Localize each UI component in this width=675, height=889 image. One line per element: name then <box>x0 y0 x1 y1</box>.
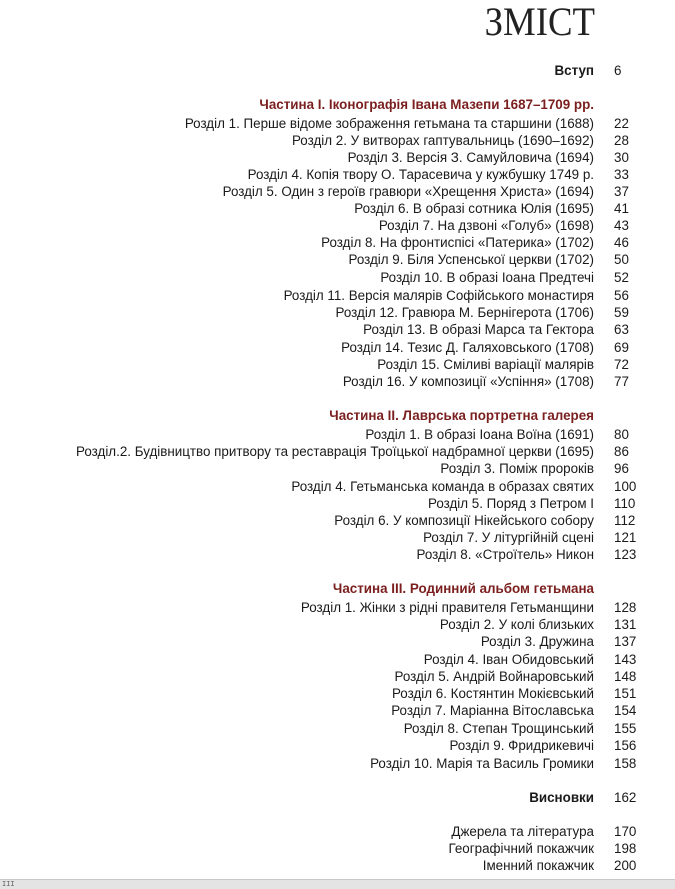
toc-entry[interactable] <box>0 217 675 234</box>
toc-entry[interactable] <box>0 546 675 563</box>
toc-entry[interactable] <box>0 287 675 304</box>
toc-entry-page: 155 <box>614 721 637 736</box>
part-1-title: Частина І. Іконографія Івана Мазепи 1687–1709 рр. <box>259 97 594 112</box>
toc-entry-page: 151 <box>614 686 637 701</box>
toc-entry-page: 69 <box>614 340 629 355</box>
toc-entry[interactable] <box>0 373 675 390</box>
part-3-title: Частина ІІІ. Родинний альбом гетьмана <box>332 581 594 596</box>
toc-entry-page: 63 <box>614 322 629 337</box>
toc-entry-page: 110 <box>614 496 636 511</box>
toc-entry-intro[interactable] <box>0 62 675 79</box>
toc-entry-page: 96 <box>614 461 629 476</box>
toc-entry-label: Розділ 5. Один з героїв гравюри «Хрещення Христа» (1694) <box>222 184 594 199</box>
toc-entry-label: Розділ 4. Гетьманська команда в образах святих <box>291 479 594 494</box>
toc-entry-label: Розділ 6. Костянтин Мокієвський <box>391 686 594 701</box>
toc-entry-page: 131 <box>614 617 637 632</box>
toc-entry-page: 143 <box>614 652 637 667</box>
toc-entry[interactable] <box>0 304 675 321</box>
toc-entry-page: 86 <box>614 444 629 459</box>
toc-entry-label: Розділ 4. Іван Обидовський <box>423 652 594 667</box>
toc-entry[interactable] <box>0 200 675 217</box>
toc-entry-label: Розділ 16. У композиції «Успіння» (1708) <box>342 374 594 389</box>
toc-entry-page: 33 <box>614 167 629 182</box>
toc-entry[interactable] <box>0 166 675 183</box>
toc-entry-label: Розділ 14. Тезис Д. Галяховського (1708) <box>341 340 594 355</box>
toc-entry-label: Розділ 12. Гравюра М. Бернігерота (1706) <box>335 305 594 320</box>
toc-entry[interactable] <box>0 668 675 685</box>
toc-entry-label: Розділ 6. У композиції Нікейського собору <box>334 513 594 528</box>
toc-entry[interactable] <box>0 616 675 633</box>
toc-entry-label: Розділ 5. Андрій Войнаровський <box>394 669 594 684</box>
toc-entry[interactable] <box>0 651 675 668</box>
toc-entry-page: 137 <box>614 634 637 649</box>
toc-entry-label: Розділ 8. На фронтиспісі «Патерика» (1702) <box>321 235 594 250</box>
toc-entry[interactable] <box>0 183 675 200</box>
toc-entry-page: 198 <box>614 841 637 856</box>
toc-entry-page: 6 <box>614 63 622 78</box>
toc-entry[interactable] <box>0 495 675 512</box>
toc-entry-geo-index[interactable] <box>0 840 675 857</box>
toc-entry-page: 77 <box>614 374 629 389</box>
toc-entry[interactable] <box>0 356 675 373</box>
toc-entry-page: 170 <box>614 824 637 839</box>
toc-entry-page: 162 <box>614 790 637 805</box>
toc-entry[interactable] <box>0 478 675 495</box>
toc-entry-page: 156 <box>614 738 637 753</box>
toc-entry[interactable] <box>0 339 675 356</box>
toc-entry-label: Розділ 2. У витворах гаптувальниць (1690–1692) <box>291 133 594 148</box>
toc-entry-page: 154 <box>614 703 637 718</box>
toc-entry-label: Розділ 9. Біля Успенської церкви (1702) <box>348 252 594 267</box>
toc-entry-label: Розділ 3. Поміж пророків <box>440 461 594 476</box>
toc-entry-label: Розділ 7. Маріанна Вітославська <box>391 703 594 718</box>
toc-entry-label: Розділ 3. Дружина <box>480 634 594 649</box>
toc-entry[interactable] <box>0 251 675 268</box>
toc-entry-page: 80 <box>614 427 629 442</box>
toc-entry-label: Розділ 1. В образі Іоана Воїна (1691) <box>365 427 594 442</box>
toc-entry-label: Джерела та література <box>451 824 594 839</box>
toc-entry-label: Розділ 11. Версія малярів Софійського монастиря <box>283 288 594 303</box>
toc-entry[interactable] <box>0 132 675 149</box>
toc-entry-conclusions[interactable] <box>0 789 675 806</box>
toc-entry[interactable] <box>0 512 675 529</box>
toc-entry-page: 200 <box>614 858 637 873</box>
part-2-title: Частина ІІ. Лаврська портретна галерея <box>329 408 594 423</box>
toc-entry-page: 30 <box>614 150 629 165</box>
toc-entry-page: 41 <box>614 201 629 216</box>
toc-entry[interactable] <box>0 702 675 719</box>
toc-entry-label: Розділ 10. В образі Іоана Предтечі <box>380 270 594 285</box>
toc-entry[interactable] <box>0 149 675 166</box>
toc-entry-label: Розділ 10. Марія та Василь Громики <box>370 756 594 771</box>
toc-entry-page: 52 <box>614 270 629 285</box>
toc-entry-page: 112 <box>614 513 636 528</box>
toc-entry-page: 100 <box>614 479 637 494</box>
toc-entry-page: 72 <box>614 357 629 372</box>
toc-entry-label: Висновки <box>529 790 594 805</box>
toc-entry-label: Розділ 15. Сміливі варіації малярів <box>377 357 594 372</box>
toc-entry-label: Розділ 8. «Строїтель» Никон <box>416 547 594 562</box>
toc-entry[interactable] <box>0 720 675 737</box>
toc-entry-label: Вступ <box>554 63 594 78</box>
toc-entry-page: 123 <box>614 547 637 562</box>
toc-entry[interactable] <box>0 529 675 546</box>
toc-entry-label: Розділ 1. Перше відоме зображення гетьмана та старшини (1688) <box>184 116 594 131</box>
toc-entry-label: Розділ 7. На дзвоні «Голуб» (1698) <box>378 218 594 233</box>
toc-entry[interactable] <box>0 737 675 754</box>
toc-entry-sources[interactable] <box>0 823 675 840</box>
toc-entry-label: Розділ 2. У колі близьких <box>439 617 594 632</box>
toc-entry-label: Географічний покажчик <box>448 841 594 856</box>
toc-entry-page: 158 <box>614 756 637 771</box>
toc-entry-page: 50 <box>614 252 629 267</box>
toc-entry-label: Розділ 9. Фридрикевичі <box>449 738 594 753</box>
toc-entry-label: Розділ 7. У літургійній сцені <box>423 530 594 545</box>
toc-entry[interactable] <box>0 443 675 460</box>
toc-entry-label: Розділ 4. Копія твору О. Тарасевича у кужбушку 1749 р. <box>247 167 594 182</box>
toc-entry[interactable] <box>0 269 675 286</box>
toc-entry-page: 59 <box>614 305 629 320</box>
toc-entry-page: 56 <box>614 288 629 303</box>
toc-entry[interactable] <box>0 755 675 772</box>
scrollbar-grip-icon[interactable]: III <box>2 880 15 888</box>
toc-entry-name-index[interactable] <box>0 857 675 874</box>
toc-entry-page: 43 <box>614 218 629 233</box>
toc-entry-page: 128 <box>614 600 637 615</box>
toc-entry[interactable] <box>0 234 675 251</box>
toc-entry-page: 148 <box>614 669 637 684</box>
toc-entry-label: Розділ 6. В образі сотника Юлія (1695) <box>354 201 594 216</box>
page-title: ЗМІСТ <box>484 0 595 44</box>
toc-entry[interactable] <box>0 426 675 443</box>
toc-entry-page: 121 <box>614 530 637 545</box>
toc-entry[interactable] <box>0 633 675 650</box>
toc-entry-label: Розділ 8. Степан Трощинський <box>403 721 594 736</box>
toc-entry[interactable] <box>0 115 675 132</box>
toc-entry-label: Розділ 3. Версія З. Самуйловича (1694) <box>347 150 594 165</box>
toc-entry-page: 37 <box>614 184 629 199</box>
toc-entry-page: 46 <box>614 235 629 250</box>
toc-entry[interactable] <box>0 321 675 338</box>
toc-entry-page: 28 <box>614 133 629 148</box>
toc-entry-label: Розділ 13. В образі Марса та Гектора <box>363 322 594 337</box>
toc-entry[interactable] <box>0 599 675 616</box>
toc-entry-label: Розділ.2. Будівництво притвору та реставрація Троїцької надбрамної церкви (1695) <box>76 444 594 459</box>
toc-entry[interactable] <box>0 460 675 477</box>
toc-entry-label: Розділ 5. Поряд з Петром І <box>427 496 594 511</box>
toc-entry[interactable] <box>0 685 675 702</box>
toc-entry-label: Розділ 1. Жінки з рідні правителя Гетьманщини <box>300 600 594 615</box>
toc-entry-page: 22 <box>614 116 629 131</box>
toc-entry-label: Іменний покажчик <box>482 858 594 873</box>
